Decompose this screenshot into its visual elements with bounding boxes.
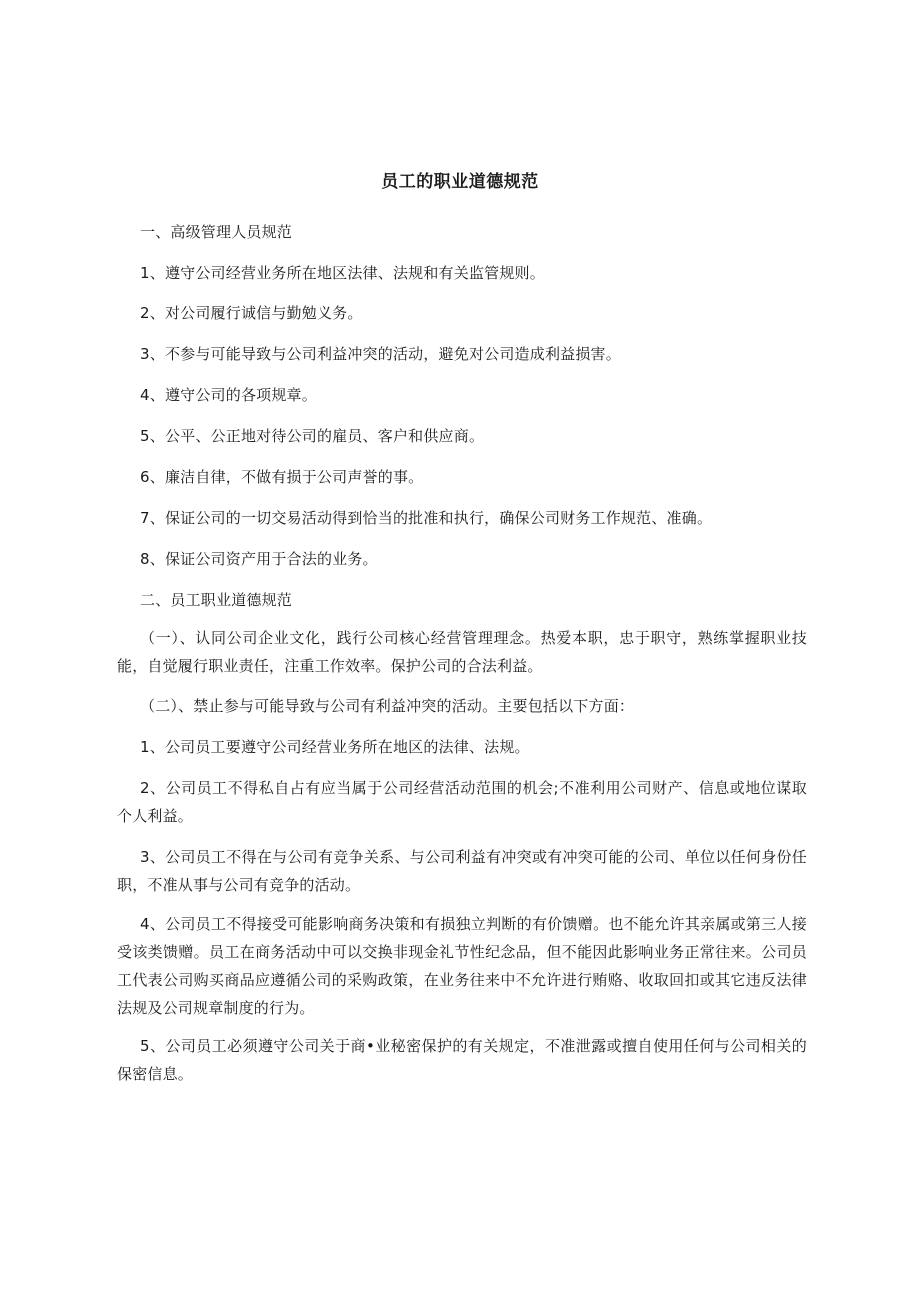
list-item: 2、公司员工不得私自占有应当属于公司经营活动范围的机会;不准利用公司财产、信息或地位谋取个人利益。 [117,779,807,825]
paragraph-corporate-culture: （一）、认同公司企业文化，践行公司核心经营管理理念。热爱本职，忠于职守，熟练掌握职业技能，自觉履行职业责任，注重工作效率。保护公司的合法利益。 [117,629,807,675]
list-item: 7、保证公司的一切交易活动得到恰当的批准和执行，确保公司财务工作规范、准确。 [140,509,713,527]
section-heading-employee-ethics: 二、员工职业道德规范 [140,591,293,609]
section-heading-senior-management: 一、高级管理人员规范 [140,223,293,241]
list-item: 3、公司员工不得在与公司有竞争关系、与公司利益有冲突或有冲突可能的公司、单位以任何身份任职，不准从事与公司有竞争的活动。 [117,848,807,894]
document-title: 员工的职业道德规范 [381,172,539,192]
list-item: 4、遵守公司的各项规章。 [140,386,317,404]
list-item: 6、廉洁自律，不做有损于公司声誉的事。 [140,468,424,486]
list-item: 5、公司员工必须遵守公司关于商•业秘密保护的有关规定，不准泄露或擅自使用任何与公司相关的保密信息。 [117,1037,807,1083]
list-item: 5、公平、公正地对待公司的雇员、客户和供应商。 [140,427,485,445]
list-item: 3、不参与可能导致与公司利益冲突的活动，避免对公司造成利益损害。 [140,345,621,363]
list-item: 4、公司员工不得接受可能影响商务决策和有损独立判断的有价馈赠。也不能允许其亲属或第三人接受该类馈赠。员工在商务活动中可以交换非现金礼节性纪念品，但不能因此影响业务正常往来。公司员工代表公司购买商品应遵循公司的采购政策，在业务往来中不允许进行贿赂、收取回扣或其它违反法律法规及公司规章制度的行为。 [117,915,807,1017]
list-item: 8、保证公司资产用于合法的业务。 [140,550,378,568]
list-item: 1、遵守公司经营业务所在地区法律、法规和有关监管规则。 [140,264,545,282]
list-item: 2、对公司履行诚信与勤勉义务。 [140,304,363,322]
list-item: 1、公司员工要遵守公司经营业务所在地区的法律、法规。 [140,738,530,756]
paragraph-conflict-of-interest: （二）、禁止参与可能导致与公司有利益冲突的活动。主要包括以下方面： [140,697,635,715]
